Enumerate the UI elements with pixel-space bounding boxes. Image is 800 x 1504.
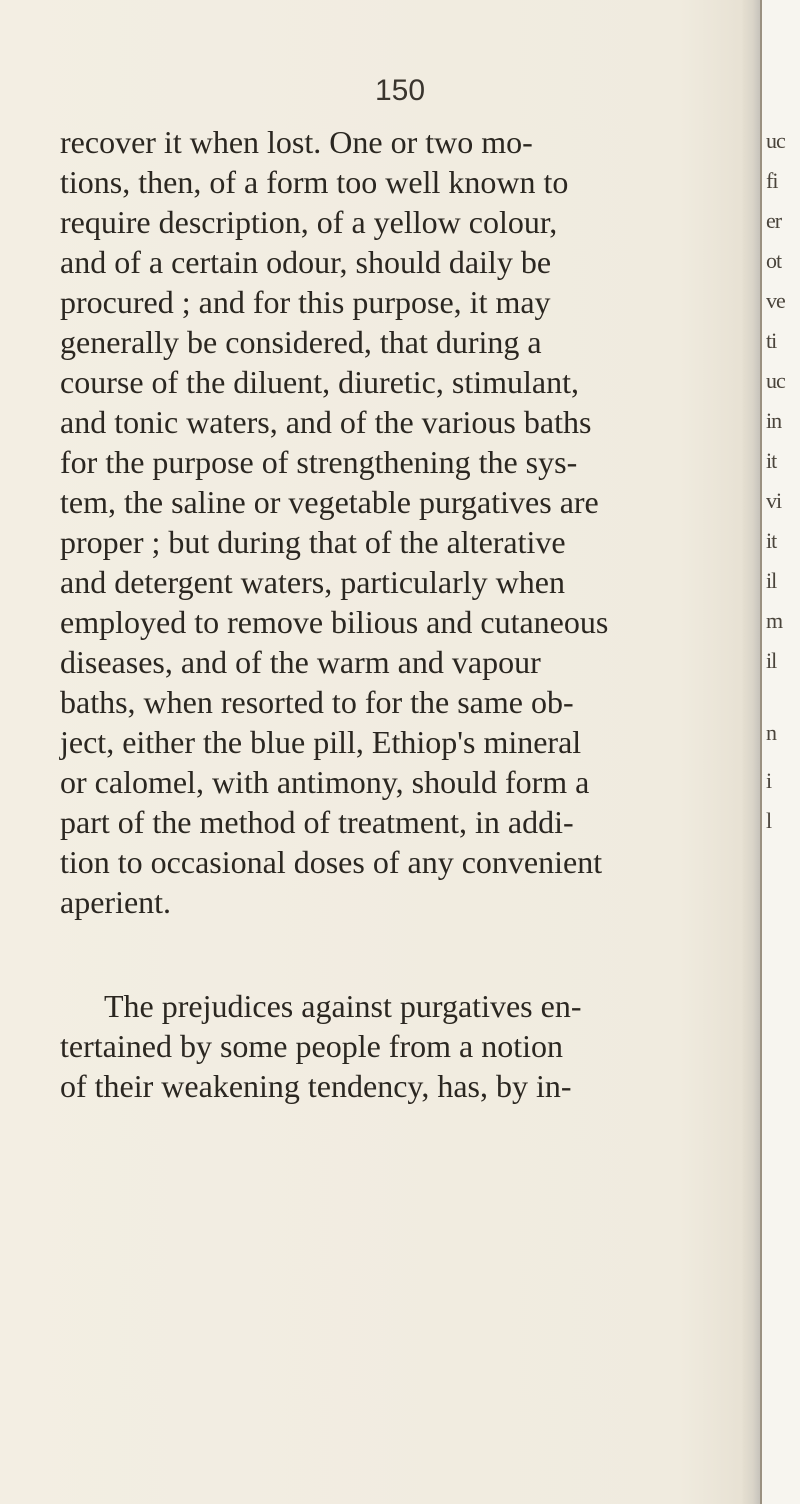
facing-page-fragment: m [766,608,783,633]
text-line: tions, then, of a form too well known to [60,164,569,200]
paragraph-gap [60,922,760,986]
facing-page-fragment: ti [766,328,777,353]
text-line: course of the diluent, diuretic, stimulant, [60,364,579,400]
text-line: ject, either the blue pill, Ethiop's mineral [60,724,582,760]
facing-page-fragment: fi [766,168,778,193]
facing-page-fragment: vi [766,488,782,513]
facing-page-fragment: in [766,408,782,433]
text-line: baths, when resorted to for the same ob- [60,684,574,720]
text-line: or calomel, with antimony, should form a [60,764,590,800]
text-line: diseases, and of the warm and vapour [60,644,541,680]
facing-page-fragment: ve [766,288,785,313]
facing-page-fragment: il [766,648,777,673]
text-line: and detergent waters, particularly when [60,564,565,600]
text-line: tertained by some people from a notion [60,1028,563,1064]
facing-page-fragment: n [766,720,776,745]
facing-page-fragment: ot [766,248,782,273]
facing-page-fragment: it [766,448,777,473]
text-line: aperient. [60,884,172,920]
facing-page-fragment: uc [766,368,785,393]
text-line: and of a certain odour, should daily be [60,244,552,280]
facing-page-fragment: i [766,768,772,793]
text-line: for the purpose of strengthening the sys- [60,444,578,480]
text-line: require description, of a yellow colour, [60,204,558,240]
text-line: proper ; but during that of the alterative [60,524,566,560]
facing-page-fragment: it [766,528,777,553]
text-line: recover it when lost. One or two mo- [60,124,533,160]
text-line: of their weakening tendency, has, by in- [60,1068,572,1104]
text-line: The prejudices against purgatives en- [104,988,582,1024]
text-line: employed to remove bilious and cutaneous [60,604,609,640]
facing-page-fragment: il [766,568,777,593]
facing-page-edge [762,0,800,1504]
text-line: generally be considered, that during a [60,324,542,360]
text-line: part of the method of treatment, in addi- [60,804,574,840]
facing-page-fragment: er [766,208,782,233]
text-line: tem, the saline or vegetable purgatives are [60,484,599,520]
facing-page-fragment: uc [766,128,785,153]
page-number: 150 [374,74,426,107]
body-text [60,122,760,1106]
text-line: procured ; and for this purpose, it may [60,284,551,320]
text-line: tion to occasional doses of any convenient [60,844,603,880]
text-line: and tonic waters, and of the various baths [60,404,592,440]
facing-page-fragment: l [766,808,772,833]
